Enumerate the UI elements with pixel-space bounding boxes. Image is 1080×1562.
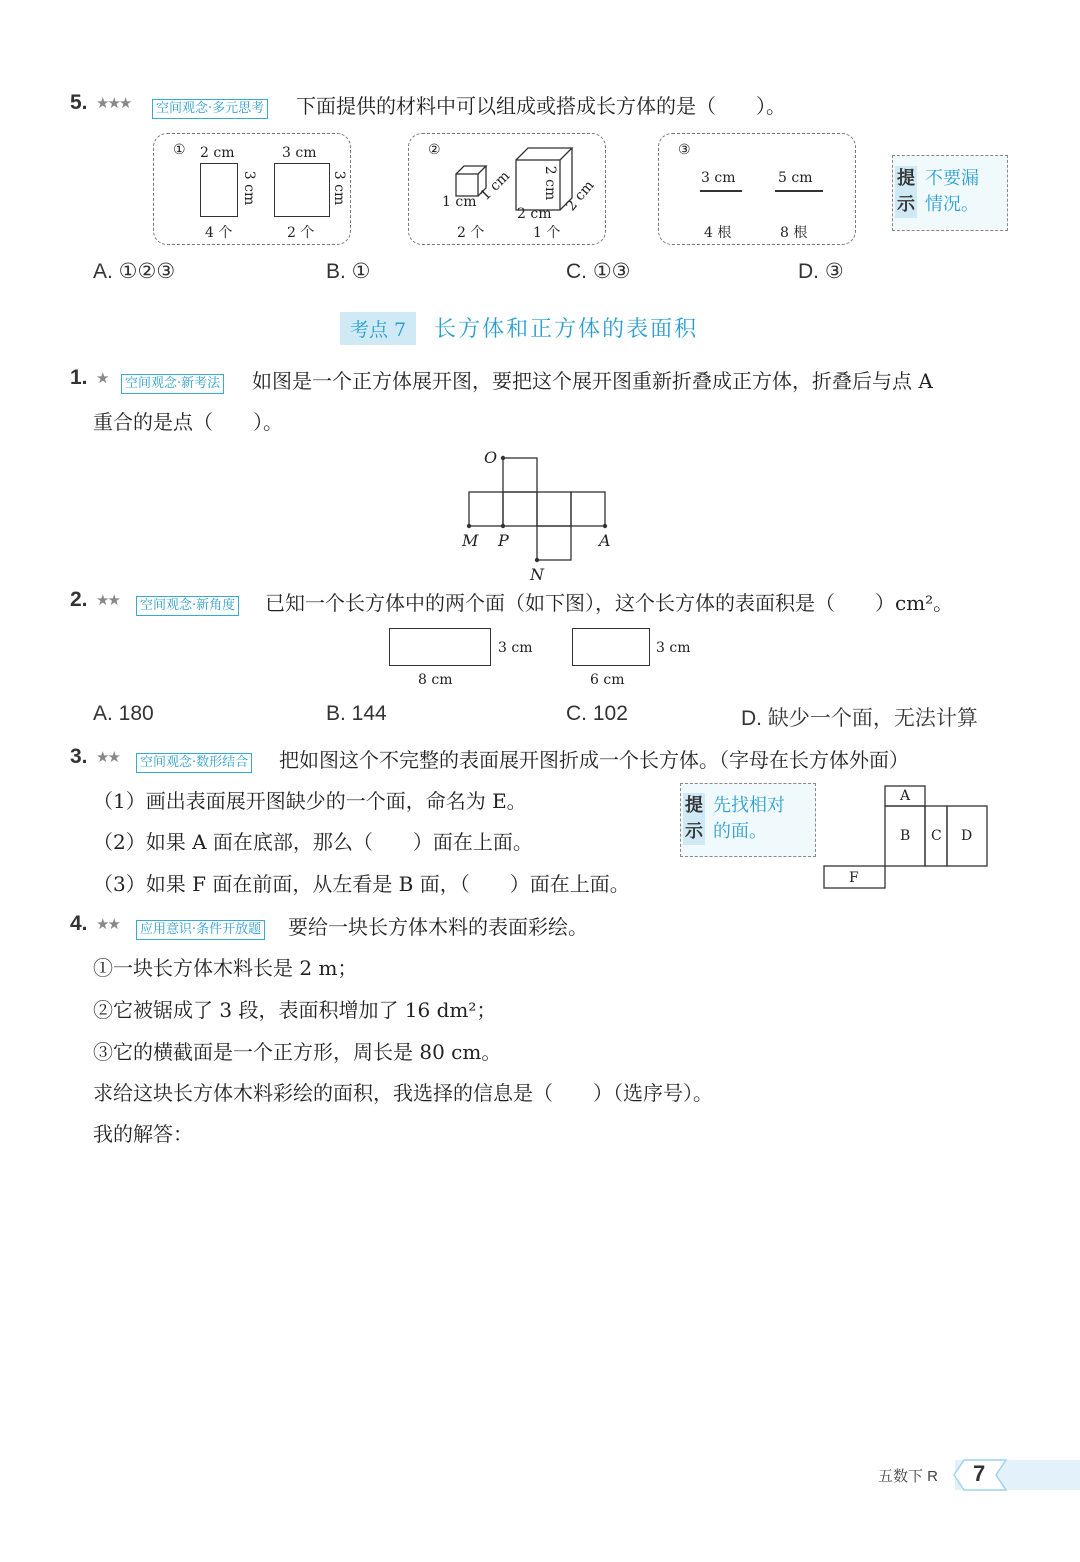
q2-text: 已知一个长方体中的两个面（如下图），这个长方体的表面积是（ ）cm²。 <box>265 591 954 615</box>
q5-hint-box <box>892 155 1008 231</box>
q5-hint-line-1: 不要漏 <box>925 168 979 189</box>
q3-face-c: C <box>931 828 942 844</box>
q2-tag: 空间观念·新角度 <box>136 596 239 616</box>
q3-sub-1: （1）画出表面展开图缺少的一个面，命名为 E。 <box>93 789 527 813</box>
q5-box3-count-1: 4 根 <box>704 225 732 241</box>
q5-choice-c[interactable]: C. ①③ <box>566 260 631 283</box>
q1-label-p: P <box>498 531 509 550</box>
q5-box2-edge-d: 2 cm <box>517 206 552 222</box>
q5-hint-tag-2: 示 <box>895 192 917 218</box>
q3-sub-2: （2）如果 A 面在底部，那么（ ）面在上面。 <box>93 830 533 854</box>
q5-tag: 空间观念·多元思考 <box>152 99 268 119</box>
q5-hint-tag-1: 提 <box>895 166 917 192</box>
q5-choice-a[interactable]: A. ①②③ <box>93 260 176 283</box>
section-tag: 考点 7 <box>340 312 416 345</box>
q2-stars: ★★ <box>96 591 119 609</box>
q3-face-d: D <box>961 828 973 844</box>
q3-text: 把如图这个不完整的表面展开图折成一个长方体。（字母在长方体外面） <box>279 748 909 772</box>
q5-box1-length-2: 3 cm <box>282 145 317 161</box>
q5-box1-count-1: 4 个 <box>205 225 233 241</box>
q5-box1-rect-2 <box>274 163 330 217</box>
q2-face2-height: 3 cm <box>656 640 691 656</box>
q5-number: 5. <box>70 91 88 114</box>
q4-stars: ★★ <box>96 915 119 933</box>
q2-choice-a[interactable]: A. 180 <box>93 702 154 725</box>
q5-box2-edge-b: 1 cm <box>477 168 514 204</box>
q5-box3-count-2: 8 根 <box>780 225 808 241</box>
footer-page-number: 7 <box>973 1461 986 1486</box>
q2-choice-c[interactable]: C. 102 <box>566 702 628 725</box>
footer-book: 五数下 R <box>878 1468 939 1485</box>
q2-face2-width: 6 cm <box>590 672 625 688</box>
q5-box1-mark: ① <box>173 142 186 158</box>
q3-tag: 空间观念·数形结合 <box>136 753 252 773</box>
q1-label-m: M <box>462 531 479 550</box>
q1-stars: ★ <box>96 369 108 387</box>
q2-face1-width: 8 cm <box>418 672 453 688</box>
q4-info-1: ①一块长方体木料长是 2 m； <box>93 956 358 980</box>
q5-box3-stick-1 <box>700 190 742 192</box>
q1-tag: 空间观念·新考法 <box>121 374 224 394</box>
section-header <box>340 312 698 345</box>
q5-box2-edge-a: 1 cm <box>442 194 477 210</box>
q3-face-f: F <box>849 870 859 886</box>
q3-face-b: B <box>900 828 911 844</box>
q3-hint-box <box>680 783 816 857</box>
q5-box2-count-1: 2 个 <box>457 225 485 241</box>
q2-choice-b[interactable]: B. 144 <box>326 702 387 725</box>
q5-box3-stick-2 <box>775 190 823 192</box>
q4-info-3: ③它的横截面是一个正方形，周长是 80 cm。 <box>93 1040 502 1064</box>
q5-box2-edge-e: 2 cm <box>563 177 598 215</box>
q5-box1-vertical-1: 3 cm <box>241 170 258 206</box>
q4-ask: 求给这块长方体木料彩绘的面积，我选择的信息是（ ）（选序号）。 <box>93 1081 713 1105</box>
q3-face-a: A <box>900 788 911 804</box>
q5-box1-count-2: 2 个 <box>287 225 315 241</box>
q4-text: 要给一块长方体木料的表面彩绘。 <box>288 915 588 939</box>
q1-line-1: 如图是一个正方体展开图，要把这个展开图重新折叠成正方体，折叠后与点 A <box>252 369 933 393</box>
q5-box2-count-2: 1 个 <box>533 225 561 241</box>
q2-face-2 <box>572 628 650 666</box>
q5-box3-length-1: 3 cm <box>701 170 736 186</box>
q4-number: 4. <box>70 912 88 935</box>
q5-box1-vertical-2: 3 cm <box>331 170 348 206</box>
q2-choice-d[interactable]: D. 缺少一个面，无法计算 <box>741 707 978 730</box>
q1-line-2: 重合的是点（ ）。 <box>93 410 283 434</box>
q5-box3-mark: ③ <box>678 142 691 158</box>
q5-hint-line-2: 情况。 <box>925 194 979 215</box>
q4-info-2: ②它被锯成了 3 段，表面积增加了 16 dm²； <box>93 998 497 1022</box>
q3-hint-tag-1: 提 <box>683 793 705 819</box>
q2-face-1 <box>389 628 491 666</box>
q5-box1-rect-1 <box>200 163 238 217</box>
q1-label-n: N <box>530 565 544 584</box>
q3-stars: ★★ <box>96 748 119 766</box>
q5-choice-b[interactable]: B. ① <box>326 260 371 283</box>
q1-label-o: O <box>484 448 498 467</box>
q1-label-a: A <box>599 531 611 550</box>
q2-number: 2. <box>70 588 88 611</box>
q3-sub-3: （3）如果 F 面在前面，从左看是 B 面，（ ）面在上面。 <box>93 872 630 896</box>
q3-hint-line-2: 的面。 <box>713 821 767 842</box>
q5-box1-length-1: 2 cm <box>200 145 235 161</box>
q3-number: 3. <box>70 745 88 768</box>
q2-face1-height: 3 cm <box>498 640 533 656</box>
q5-choice-d[interactable]: D. ③ <box>798 260 844 283</box>
q1-number: 1. <box>70 366 88 389</box>
q5-box3-length-2: 5 cm <box>778 170 813 186</box>
q4-answer-label: 我的解答： <box>93 1122 193 1146</box>
section-title: 长方体和正方体的表面积 <box>434 317 699 342</box>
q5-stars: ★★★ <box>96 94 131 112</box>
q3-hint-line-1: 先找相对 <box>713 795 785 816</box>
q5-box2-mark: ② <box>428 142 441 158</box>
q1-cube-net <box>460 450 620 580</box>
q5-text: 下面提供的材料中可以组成或搭成长方体的是（ ）。 <box>296 94 786 118</box>
q5-box2-edge-c: 2 cm <box>542 165 559 201</box>
q3-hint-tag-2: 示 <box>683 819 705 845</box>
q4-tag: 应用意识·条件开放题 <box>136 920 265 940</box>
q4-answer-area[interactable] <box>93 1150 993 1430</box>
